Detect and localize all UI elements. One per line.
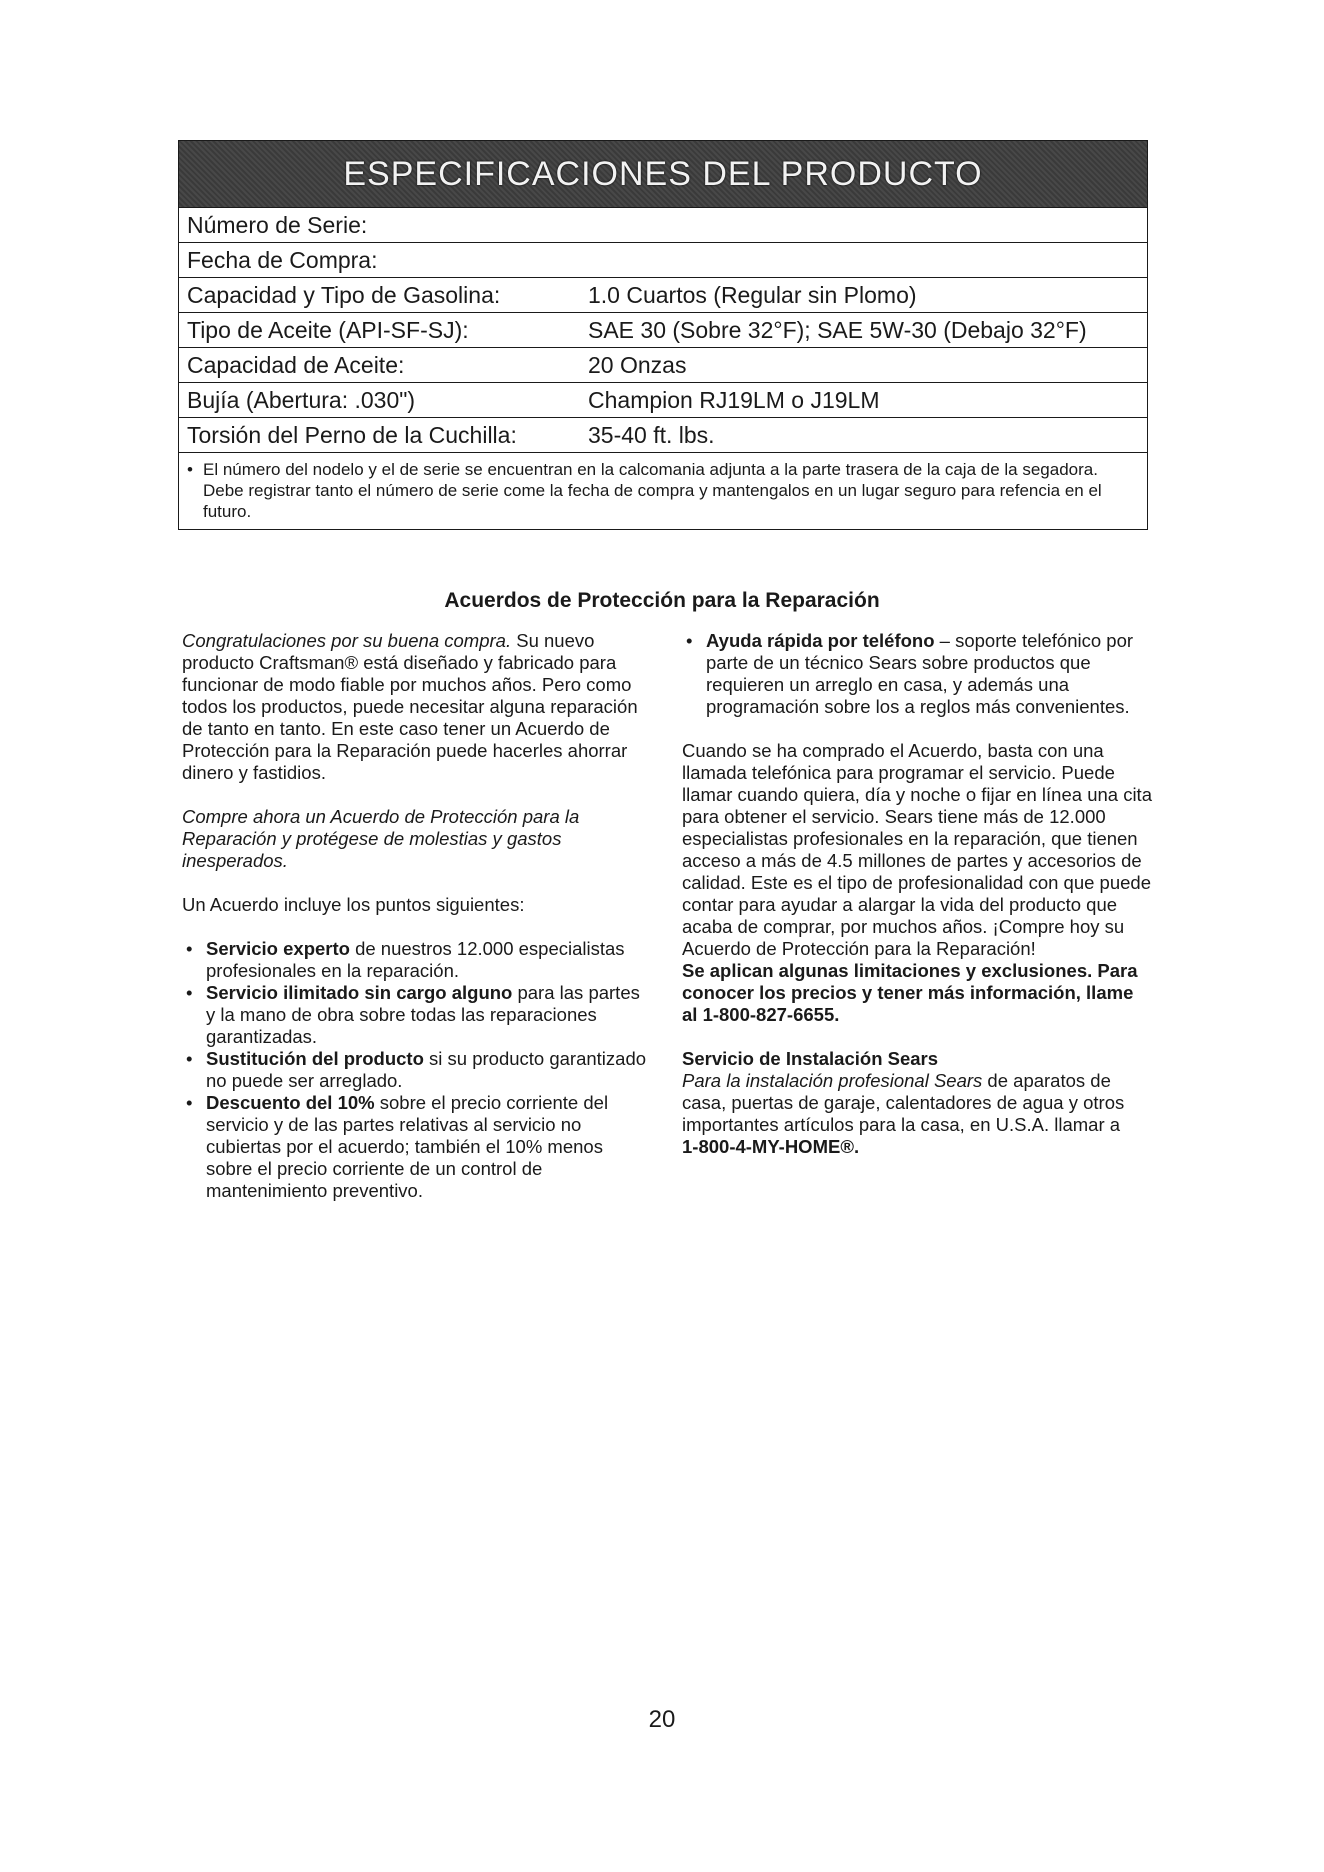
spec-title: ESPECIFICACIONES DEL PRODUCTO — [343, 154, 983, 193]
spec-label: Bujía (Abertura: .030") — [187, 386, 416, 413]
service-paragraph — [682, 740, 1152, 1026]
spec-row-fuel — [179, 277, 1147, 312]
spec-row-serial-number — [179, 207, 1147, 242]
installation-paragraph — [682, 1048, 1152, 1158]
left-column — [182, 630, 652, 1224]
installation-text: de aparatos de casa, puertas de garaje, calentadores de agua y otros importantes artículos para la casa, en U.S.A. llamar a — [682, 1070, 1125, 1135]
spec-label: Capacidad de Aceite: — [187, 351, 405, 378]
intro-italic: Congratulaciones por su buena compra. — [182, 630, 512, 651]
list-item-text: para las partes y la mano de obra sobre todas las reparaciones garantizadas. — [206, 982, 640, 1047]
spec-value: Champion RJ19LM o J19LM — [588, 386, 880, 413]
list-item — [182, 938, 652, 982]
installation-phone: 1-800-4-MY-HOME®. — [682, 1136, 860, 1157]
section-heading: Acuerdos de Protección para la Reparación — [444, 589, 880, 612]
spec-value: 1.0 Cuartos (Regular sin Plomo) — [588, 281, 917, 308]
spec-label: Fecha de Compra: — [187, 246, 378, 273]
spec-note — [179, 452, 1147, 529]
spec-row-spark-plug — [179, 382, 1147, 417]
spec-title-banner — [179, 141, 1147, 207]
product-specifications-table — [178, 140, 1148, 530]
list-item-text: de nuestros 12.000 especialistas profesionales en la reparación. — [206, 938, 625, 981]
list-item-bold: Sustitución del producto — [206, 1048, 424, 1069]
list-item-bold: Servicio experto — [206, 938, 350, 959]
spec-label: Torsión del Perno de la Cuchilla: — [187, 421, 517, 448]
spec-row-purchase-date — [179, 242, 1147, 277]
list-item — [182, 1092, 652, 1202]
intro-text: Su nuevo producto Craftsman® está diseñado y fabricado para funcionar de modo fiable por muchos años. Pero como todos los productos, puede necesitar alguna reparación de tanto en tanto. En este caso tener un Acuerdo de Protección para la Reparación puede hacerles ahorrar dinero y fastidios. — [182, 630, 638, 783]
buy-now-paragraph: Compre ahora un Acuerdo de Protección para la Reparación y protégese de molestias y gastos inesperados. — [182, 806, 580, 871]
spec-row-blade-torque — [179, 417, 1147, 452]
installation-italic: Para la instalación profesional Sears — [682, 1070, 983, 1091]
spec-value: SAE 30 (Sobre 32°F); SAE 5W-30 (Debajo 32°F) — [588, 316, 1087, 343]
right-column — [682, 630, 1152, 1180]
includes-paragraph: Un Acuerdo incluye los puntos siguientes: — [182, 894, 525, 915]
list-item-text: sobre el precio corriente del servicio y de las partes relativas al servicio no cubiertas por el acuerdo; también el 10% menos sobre el precio corriente de un control de mantenimiento preventivo. — [206, 1092, 609, 1201]
bullet-icon: • — [187, 460, 193, 479]
installation-heading: Servicio de Instalación Sears — [682, 1048, 939, 1069]
service-text: Cuando se ha comprado el Acuerdo, basta con una llamada telefónica para programar el servicio. Puede llamar cuando quiera, día y noche o fijar en línea una cita para obtener el servicio. Sears tiene más de 12.000 especialistas profesionales en la reparación, que tienen acceso a más de 4.5 millones de partes y accesorios de calidad. Este es el tipo de profesionalidad con que puede contar para ayudar a alargar la vida del producto que acaba de comprar, por muchos años. ¡Compre hoy su Acuerdo de Protección para la Reparación! — [682, 740, 1152, 959]
spec-note-text: El número del nodelo y el de serie se encuentran en la calcomania adjunta a la parte trasera de la caja de la segadora. Debe registrar tanto el número de serie come la fecha de compra y mantengalos en un lugar seguro para refencia en el futuro. — [203, 460, 1102, 521]
spec-row-oil-type — [179, 312, 1147, 347]
list-item-bold: Ayuda rápida por teléfono — [706, 630, 935, 651]
list-item — [682, 630, 1152, 718]
list-item-text: si su producto garantizado no puede ser arreglado. — [206, 1048, 647, 1091]
list-item-text: – soporte telefónico por parte de un técnico Sears sobre productos que requieren un arreglo en casa, y además una programación sobre los a reglos más convenientes. — [706, 630, 1134, 717]
service-limitations: Se aplican algunas limitaciones y exclusiones. Para conocer los precios y tener más información, llame al 1-800-827-6655. — [682, 960, 1138, 1025]
spec-label: Capacidad y Tipo de Gasolina: — [187, 281, 501, 308]
spec-value: 20 Onzas — [588, 351, 687, 378]
phone-help-list — [682, 630, 1152, 718]
benefits-list — [182, 938, 652, 1202]
list-item — [182, 982, 652, 1048]
intro-paragraph — [182, 630, 652, 784]
spec-value: 35-40 ft. lbs. — [588, 421, 715, 448]
list-item-bold: Descuento del 10% — [206, 1092, 375, 1113]
spec-label: Tipo de Aceite (API-SF-SJ): — [187, 316, 469, 343]
list-item-bold: Servicio ilimitado sin cargo alguno — [206, 982, 513, 1003]
spec-row-oil-capacity — [179, 347, 1147, 382]
spec-label: Número de Serie: — [187, 211, 368, 238]
list-item — [182, 1048, 652, 1092]
page-number: 20 — [648, 1706, 676, 1733]
